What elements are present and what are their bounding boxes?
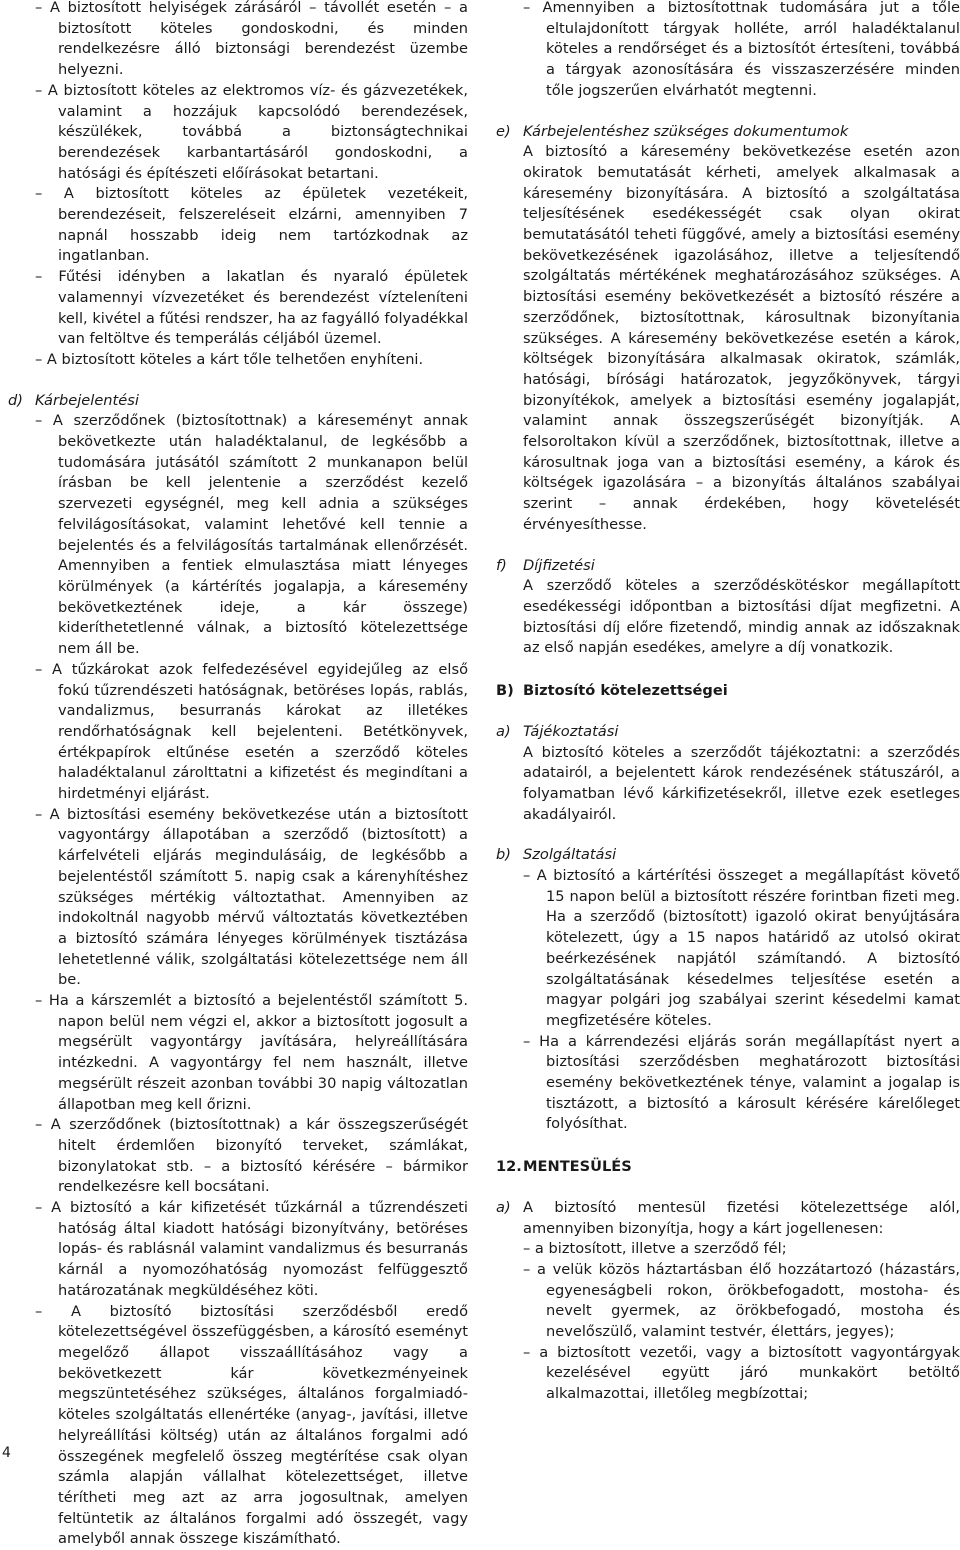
section-number: 12. [496, 1158, 522, 1176]
list-item: – A biztosító a kártérítési összeget a megállapítást követő 15 napon belül a biztosított részére forintban fizeti meg. Ha a szerződő (biztosított) igazoló okirat benyújtására kötelezett, úgy a 15 napos határidő az utolsó okirat beérkezésének napjától számítandó. A biztosító szolgáltatásának késedelmes teljesítése esetén a magyar polgári jog szabályai szerint késedelmi kamat megfizetésére köteles. [523, 867, 960, 1029]
list-item: – A biztosított köteles a kárt tőle telhetően enyhíteni. [35, 350, 424, 368]
section-letter: B) [496, 682, 514, 700]
list-item: – a biztosított, illetve a szerződő fél; [523, 1240, 787, 1258]
list-item: – A biztosító biztosítási szerződésből eredő kötelezettségével összefüggésben, a károsító eseményt megelőző állapot visszaállításához vagy a bekövetkezett kár következményeinek megszüntetéséhez szükséges, általános forgalmiadó-köteles szolgáltatás ellenértéke (anyag-, javítási, illetve helyreállítási költség) után az általános forgalmi adó összegének megfelelő összeg megtérítése csak olyan számla alapján vállalhat kötelezettséget, illetve térítheti meg azt az arra jogosultnak, amelyen feltüntetik az általános forgalmi adó összegét, vagy amelyből annak összege kiszámítható. [35, 1302, 468, 1548]
right-column [496, 0, 960, 1405]
section-heading [496, 556, 960, 577]
section-title: Biztosító kötelezettségei [523, 682, 728, 700]
section-body: A biztosító a káresemény bekövetkezése esetén azon okiratok bemutatását kérheti, amelyek alkalmasak a káresemény bizonyítására. A biztosító a szolgáltatása teljesítésének esedékességét csak olyan okirat bemutatásától teheti függővé, amely a biztosítási esemény bekövetkezésének igazolásához, illetve a teljesítendő szolgáltatás mértékének meghatározásához szükséges. A biztosítási esemény bekövetkezését a biztosító részére a szerződőnek, biztosítottnak, károsultnak bizonyítania szükséges. A káresemény bekövetkezése esetén a károk, költségek bizonyítására alkalmasak okiratok, számlák, hatósági, bírósági határozatok, jegyzőkönyvek, tárgyi bizonyítékok, amelyek a biztosítási esemény jogalapját, valamint annak összegszerűségét bizonyítják. A felsoroltakon kívül a szerződőnek, biztosítottnak, illetve a károsultnak joga van a biztosítási esemény, a károk és költségek igazolására – a bizonyítás általános szabályai szerint – annak érdekében, hogy követelését érvényesíthesse. [523, 143, 960, 533]
list-item: – Amennyiben a biztosítottnak tudomására jut a tőle eltulajdonított tárgyak holléte, arról haladéktalanul köteles a rendőrséget és a biztosítót értesíteni, továbbá a tárgyak azonosítására és visszaszerzésére minden tőle jogszerűen elvárhatót megtenni. [523, 0, 960, 99]
page-number: 4 [2, 1445, 11, 1461]
section-title: Kárbejelentési [35, 391, 139, 409]
section-B-heading [496, 681, 960, 702]
section-title: Tájékoztatási [523, 722, 619, 740]
section-body: A szerződő köteles a szerződéskötéskor megállapított esedékességi időpontban a biztosítási díjat megfizetni. A biztosítási díj előre fizetendő, mindig annak az időszaknak az első napján esedékes, amelyre a díj vonatkozik. [523, 577, 960, 657]
list-item: – A tűzkárokat azok felfedezésével egyidejűleg az első fokú tűzrendészeti hatóságnak, betöréses lopás, rablás, vandalizmus, besurranás károkat az illetékes rendőrhatóságnak kell bejelenteni. Betétkönyvek, értékpapírok eltűnése esetén a szerződő köteles haladéktalanul zárolttatni a kifizetést és megindítani a hirdetményi eljárást. [35, 660, 468, 803]
section-letter: f) [496, 556, 507, 574]
section-heading [8, 391, 468, 412]
list-item: – Ha a kárrendezési eljárás során megállapítást nyert a biztosítási szerződésben meghatározott biztosítási esemény bekövetkeztének ténye, valamint a jogalap is tisztázott, a biztosító a károsult kérésére kárelőleget folyósíthat. [523, 1032, 960, 1133]
section-title: MENTESÜLÉS [523, 1158, 632, 1176]
list-item: – A szerződőnek (biztosítottnak) a kár összegszerűségét hitelt érdemlően bizonyító terveket, számlákat, bizonylatokat stb. – a biztosító kérésére – bármikor rendelkezésre kell bocsátani. [35, 1116, 468, 1196]
section-title: Díjfizetési [523, 556, 595, 574]
list-item: – a biztosított vezetői, vagy a biztosított vagyontárgyak kezelésével együtt járó munkakört betöltő alkalmazottai, illetőleg megbízottai; [523, 1343, 960, 1403]
list-item: – Ha a kárszemlét a biztosító a bejelentéstől számított 5. napon belül nem végzi el, akkor a biztosított jogosult a megsérült vagyontárgy javítására, helyreállítására intézkedni. A vagyontárgy fel nem használt, illetve megsérült részeit azonban további 30 napig változatlan állapotban meg kell őrizni. [35, 992, 468, 1113]
section-body: A biztosító mentesül fizetési kötelezettsége alól, amennyiben bizonyítja, hogy a kárt jogellenesen: [523, 1198, 960, 1237]
intro-list [8, 0, 468, 371]
section-e [496, 122, 960, 536]
left-column [8, 0, 468, 1550]
section-letter: a) [496, 1198, 511, 1216]
section-title: Szolgáltatási [523, 846, 617, 864]
section-b [496, 845, 960, 1135]
section-heading [496, 722, 960, 743]
section-letter: d) [8, 391, 23, 409]
section-heading [496, 1198, 960, 1239]
section-heading [496, 122, 960, 143]
list-item: – A biztosított köteles az elektromos víz- és gázvezetékek, valamint a hozzájuk kapcsolódó berendezések, készülékek, továbbá a biztonságtechnikai berendezések karbantartásáról gondoskodni, a hatósági és építészeti előírásokat betartani. [35, 81, 468, 182]
section-letter: e) [496, 122, 511, 140]
section-f [496, 556, 960, 660]
section-a [496, 722, 960, 826]
section-letter: b) [496, 846, 511, 864]
section-12-heading [496, 1157, 960, 1178]
section-title: Kárbejelentéshez szükséges dokumentumok [523, 122, 849, 140]
section-letter: a) [496, 722, 511, 740]
list-item: – A biztosítási esemény bekövetkezése után a biztosított vagyontárgy állapotában a szerződő (biztosított) a kárfelvételi eljárás megindulásáig, de legkésőbb a bejelentéstől számított 5. napig csak a kárenyhítéshez szükséges mértékig változtathat. Amennyiben az indokoltnál nagyobb mérvű változtatás következtében a biztosító számára lényeges körülmények tisztázása lehetetlenné válik, szolgáltatási kötelezettsége nem áll be. [35, 805, 468, 989]
list-item: – A szerződőnek (biztosítottnak) a káreseményt annak bekövetkezte után haladéktalanul, de legkésőbb a tudomására jutásától számított 2 munkanapon belül írásban be kell jelentenie a szerződést kezelő szervezeti egységnél, meg kell adnia a szükséges felvilágosításokat, valamint lehetővé kell tennie a bejelentés és a felvilágosítás tartalmának ellenőrzését. Amennyiben a fentiek elmulasztása miatt lényeges körülmények (a kártérítés jogalapja, a káresemény bekövetkeztének ideje, a kár összege) kideríthetetlenné válnak, a biztosító kötelezettsége nem áll be. [35, 412, 468, 658]
list-item: – A biztosított köteles az épületek vezetékeit, berendezéseit, felszereléseit elzárni, amennyiben 7 napnál hosszabb ideig nem tartózkodnak az ingatlanban. [35, 185, 468, 265]
section-heading [496, 845, 960, 866]
section-d-continued [496, 0, 960, 102]
section-body: A biztosító köteles a szerződőt tájékoztatni: a szerződés adatairól, a bejelentett károk rendezésének státuszáról, a folyamatban lévő kárkifizetésekről, illetve ezek esetleges akadályairól. [523, 743, 960, 823]
list-item: – A biztosító a kár kifizetését tűzkárnál a tűzrendészeti hatóság által kiadott hatósági bizonyítvány, betöréses lopás- és rablásnál valamint vandalizmus és besurranás kárnál a nyomozóhatóság nyomozást felfüggesztő határozatának megküldéséhez köti. [35, 1199, 468, 1299]
list-item: – A biztosított helyiségek zárásáról – távollét esetén – a biztosított köteles gondoskodni, és minden rendelkezésre álló biztonsági berendezést üzembe helyezni. [35, 0, 468, 79]
section-mentesules-a [496, 1198, 960, 1405]
list-item: – Fűtési idényben a lakatlan és nyaraló épületek valamennyi vízvezetéket és berendezést vízteleníteni kell, kivétel a fűtési rendszer, ha az fagyálló folyadékkal van feltöltve és temperálás céljából üzemel. [35, 268, 468, 348]
section-d [8, 391, 468, 1550]
list-item: – a velük közös háztartásban élő hozzátartozó (házastárs, egyeneságbeli rokon, örökbefogadott, mostoha- és nevelt gyermek, az örökbefogadó, mostoha és nevelőszülő, valamint testvér, élettárs, jegyes); [523, 1260, 960, 1341]
